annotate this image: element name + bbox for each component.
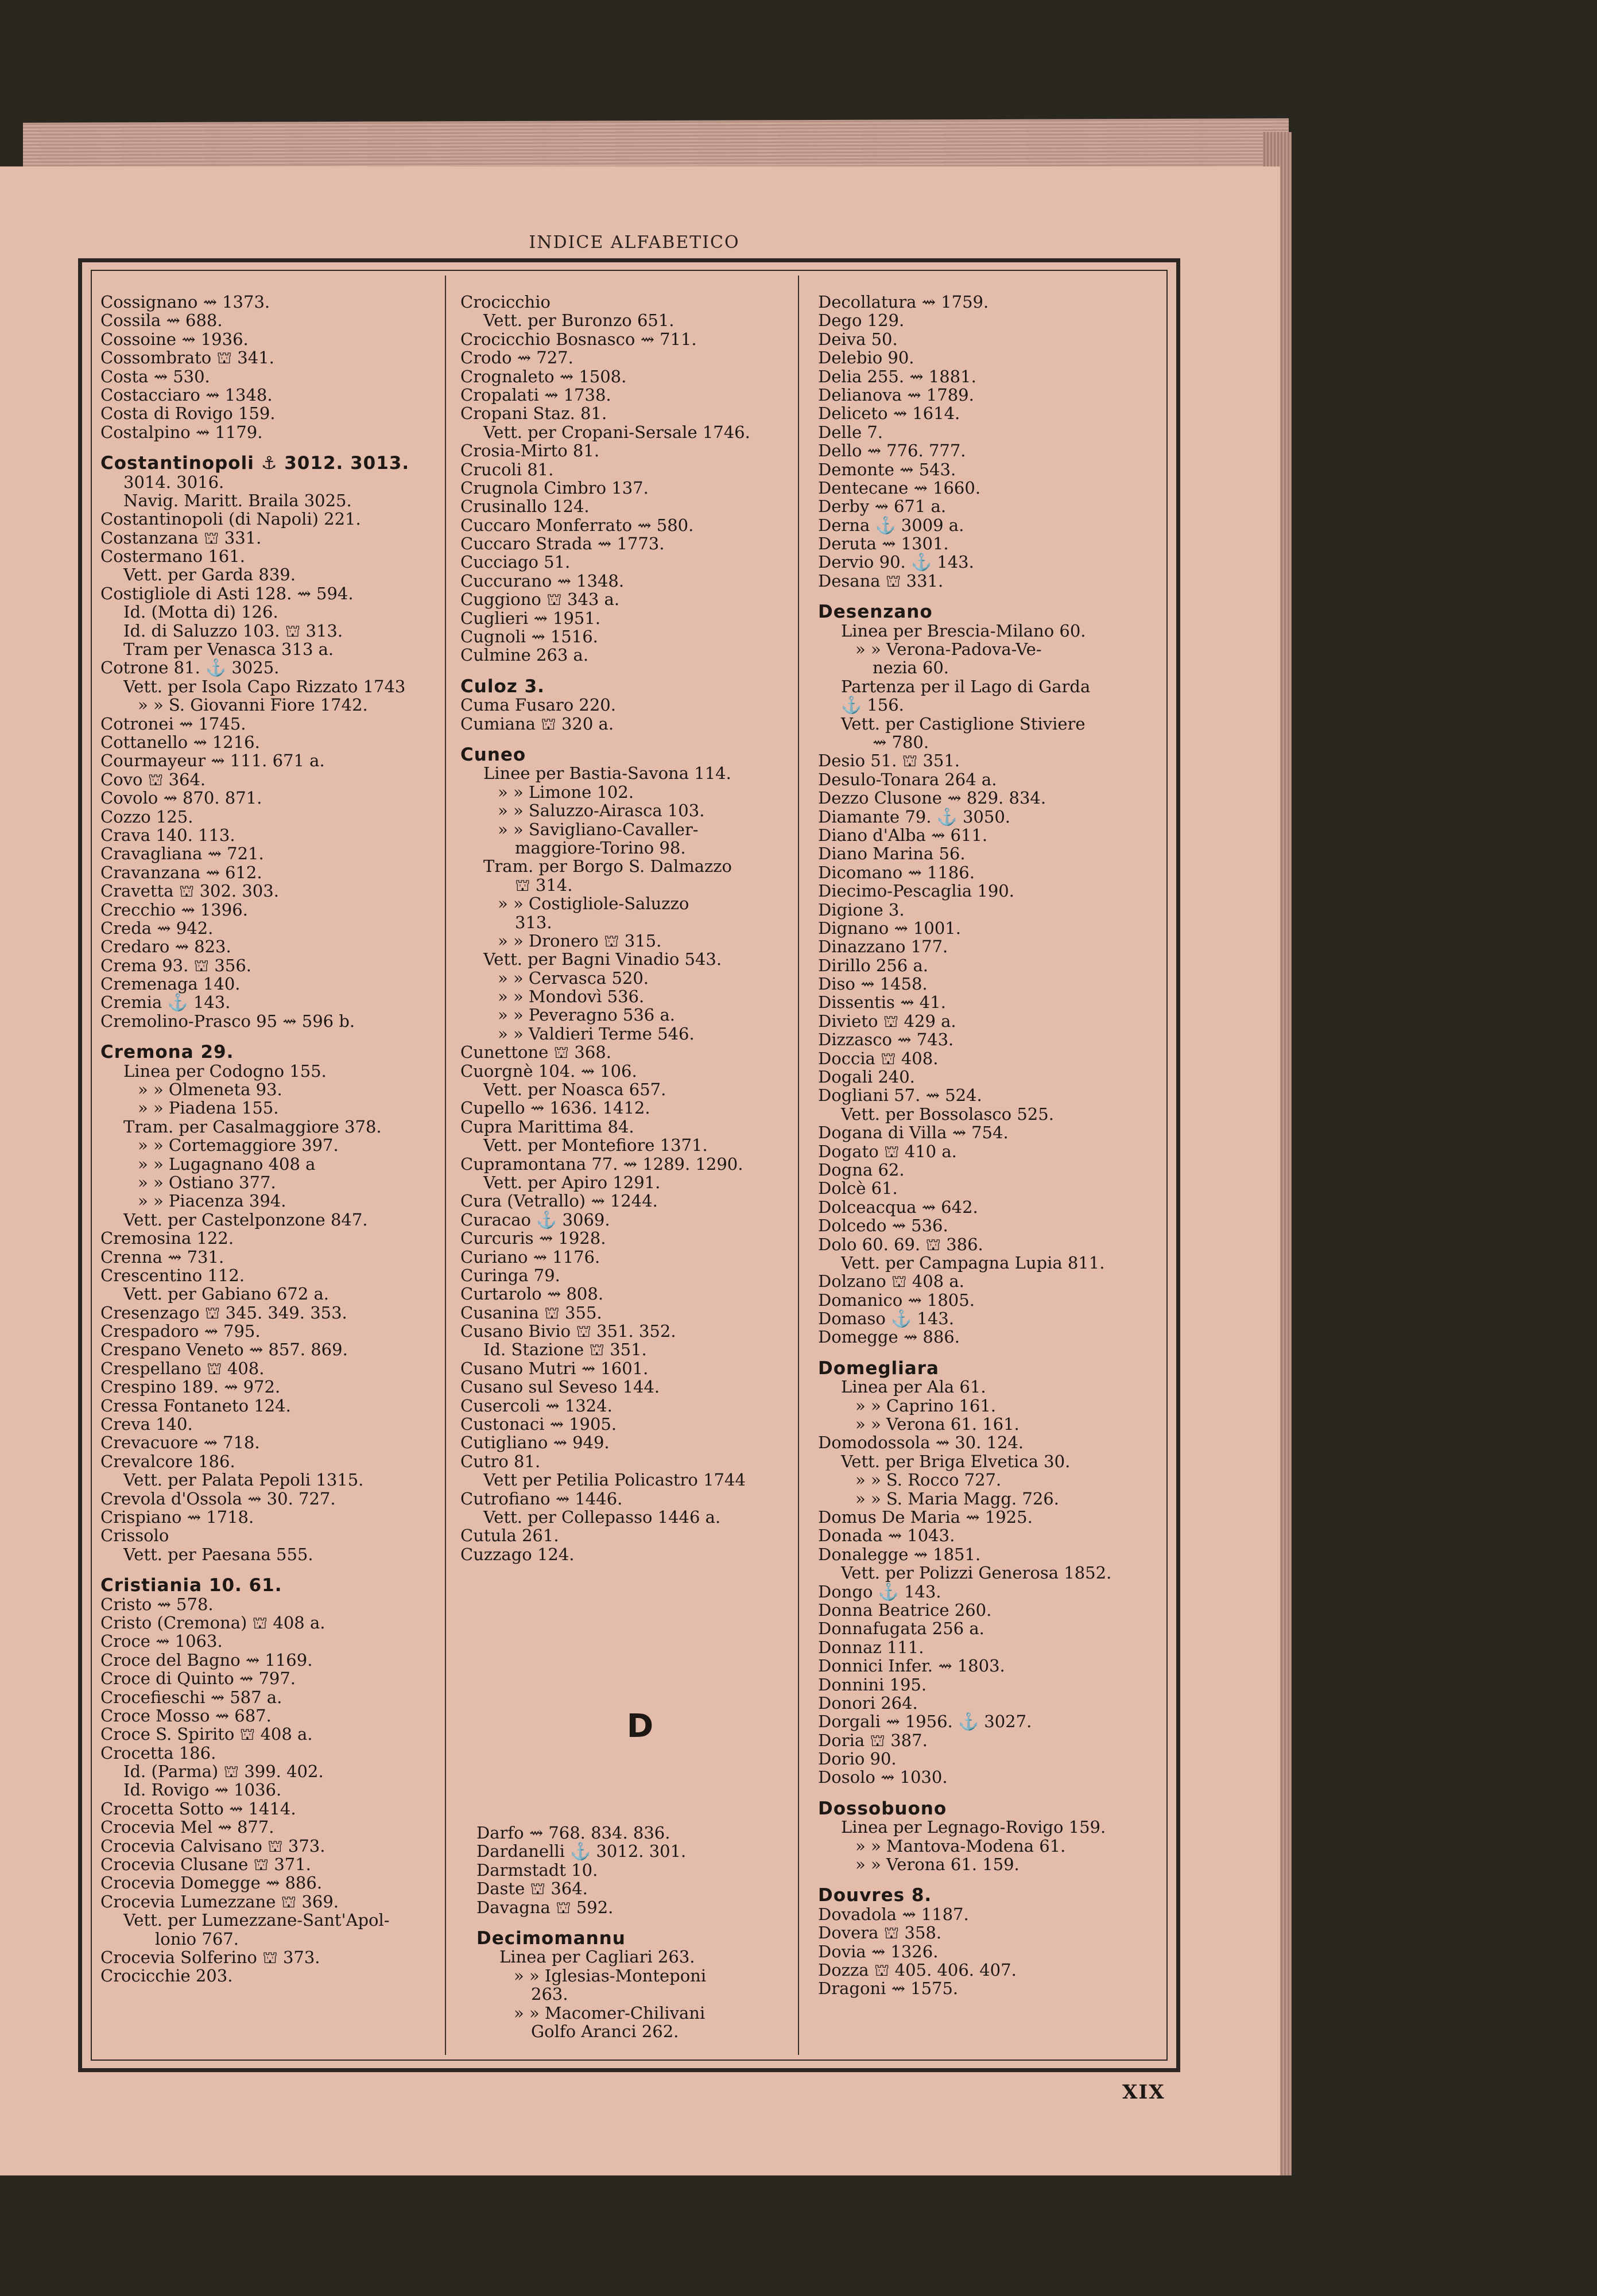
index-entry: Cossignano ⇝ 1373. xyxy=(100,292,270,312)
index-entry: Deiva 50. xyxy=(818,329,898,349)
index-entry: Demonte ⇝ 543. xyxy=(818,459,956,479)
index-entry: Cupra Marittima 84. xyxy=(460,1116,634,1137)
index-entry: Vett. per Montefiore 1371. xyxy=(483,1135,708,1155)
index-entry: Cuglieri ⇝ 1951. xyxy=(460,608,601,628)
index-entry: Tram per Venasca 313 a. xyxy=(123,639,334,660)
index-entry: Donnici Infer. ⇝ 1803. xyxy=(818,1656,1005,1676)
index-entry: Linea per Legnago-Rovigo 159. xyxy=(841,1817,1106,1837)
index-entry: » » Iglesias-Monteponi xyxy=(514,1965,707,1985)
index-entry: Dizzasco ⇝ 743. xyxy=(818,1030,954,1050)
index-entry: Crissolo xyxy=(100,1526,169,1546)
index-heading: Decimomannu xyxy=(476,1927,626,1949)
index-entry: Dissentis ⇝ 41. xyxy=(818,992,946,1013)
page-number: XIX xyxy=(1122,2081,1165,2104)
index-column-2 xyxy=(460,293,805,1564)
index-entry: Dinazzano 177. xyxy=(818,937,948,957)
index-entry: Vett. per Apiro 1291. xyxy=(483,1172,661,1192)
index-entry: Vett. per Garda 839. xyxy=(123,565,296,585)
index-entry: Delianova ⇝ 1789. xyxy=(818,385,974,405)
index-entry: Crescentino 112. xyxy=(100,1265,245,1285)
index-entry: Dongo ⚓ 143. xyxy=(818,1581,941,1601)
index-entry: Dello ⇝ 776. 777. xyxy=(818,441,966,461)
index-entry: Linea per Ala 61. xyxy=(841,1377,986,1397)
index-entry: » » Mantova-Modena 61. xyxy=(855,1836,1066,1856)
index-entry: Vett. per Campagna Lupia 811. xyxy=(841,1252,1105,1273)
index-entry: Crocevia Clusane ⛫ 371. xyxy=(100,1855,311,1875)
index-entry: Dignano ⇝ 1001. xyxy=(818,918,961,938)
index-entry: Linea per Codogno 155. xyxy=(123,1061,327,1081)
index-entry: Darfo ⇝ 768. 834. 836. xyxy=(476,1823,670,1843)
index-entry: Curtarolo ⇝ 808. xyxy=(460,1284,604,1304)
index-entry: Crocevia Calvisano ⛫ 373. xyxy=(100,1836,325,1856)
index-column-1 xyxy=(100,293,445,1985)
index-entry: Crugnola Cimbro 137. xyxy=(460,478,649,498)
index-entry: Cutigliano ⇝ 949. xyxy=(460,1433,610,1453)
index-entry: Cumiana ⛫ 320 a. xyxy=(460,713,614,734)
index-entry: Covo ⛫ 364. xyxy=(100,769,206,789)
index-entry: nezia 60. xyxy=(873,658,949,678)
index-entry: Cossoine ⇝ 1936. xyxy=(100,329,249,349)
column-divider xyxy=(445,276,446,2055)
index-entry: Diano d'Alba ⇝ 611. xyxy=(818,825,988,845)
index-entry: Dorgali ⇝ 1956. ⚓ 3027. xyxy=(818,1712,1032,1732)
index-entry: » » S. Maria Magg. 726. xyxy=(855,1488,1059,1508)
index-heading: Cuneo xyxy=(460,744,526,765)
index-entry: Derna ⚓ 3009 a. xyxy=(818,515,964,535)
index-entry: Creva 140. xyxy=(100,1414,193,1434)
index-entry: Credaro ⇝ 823. xyxy=(100,937,231,957)
index-entry: » » Costigliole-Saluzzo xyxy=(498,894,689,914)
index-entry: » » Saluzzo-Airasca 103. xyxy=(498,801,705,821)
index-entry: Costa ⇝ 530. xyxy=(100,366,210,386)
index-entry: lonio 767. xyxy=(155,1929,239,1949)
index-entry: Domus De Maria ⇝ 1925. xyxy=(818,1507,1033,1527)
index-entry: Dervio 90. ⚓ 143. xyxy=(818,552,974,572)
index-entry: Desulo-Tonara 264 a. xyxy=(818,769,997,789)
index-entry: Vett. per Palata Pepoli 1315. xyxy=(123,1470,364,1490)
index-entry: Dogato ⛫ 410 a. xyxy=(818,1141,957,1161)
index-entry: Crodo ⇝ 727. xyxy=(460,348,573,368)
index-entry: Vett. per Buronzo 651. xyxy=(483,311,675,331)
index-entry: Crenna ⇝ 731. xyxy=(100,1247,224,1267)
index-entry: Crocicchie 203. xyxy=(100,1966,233,1986)
index-entry: Cugnoli ⇝ 1516. xyxy=(460,627,598,647)
index-entry: Croce di Quinto ⇝ 797. xyxy=(100,1669,296,1689)
index-entry: Cravetta ⛫ 302. 303. xyxy=(100,881,279,901)
index-entry: Croce Mosso ⇝ 687. xyxy=(100,1705,272,1725)
index-entry: Crocevia Domegge ⇝ 886. xyxy=(100,1873,323,1893)
index-entry: Linee per Bastia-Savona 114. xyxy=(483,763,731,784)
index-entry: Donnaz 111. xyxy=(818,1637,924,1657)
index-entry: Cuccurano ⇝ 1348. xyxy=(460,571,625,591)
index-entry: Darmstadt 10. xyxy=(476,1860,598,1880)
index-heading: Cremona 29. xyxy=(100,1042,234,1063)
index-entry: Id. (Parma) ⛫ 399. 402. xyxy=(123,1762,324,1782)
index-entry: Crocevia Mel ⇝ 877. xyxy=(100,1817,274,1837)
index-entry: Vett. per Lumezzane-Sant'Apol- xyxy=(123,1910,390,1930)
index-entry: Derby ⇝ 671 a. xyxy=(818,497,947,517)
index-entry: Crema 93. ⛫ 356. xyxy=(100,955,251,975)
index-entry: Curacao ⚓ 3069. xyxy=(460,1209,610,1230)
index-entry: Dorio 90. xyxy=(818,1749,897,1769)
index-entry: Domodossola ⇝ 30. 124. xyxy=(818,1433,1024,1453)
index-entry: Vett. per Castelponzone 847. xyxy=(123,1209,368,1230)
index-entry: Dolceacqua ⇝ 642. xyxy=(818,1197,978,1217)
index-entry: Crespano Veneto ⇝ 857. 869. xyxy=(100,1340,348,1360)
index-entry: Delle 7. xyxy=(818,422,883,442)
index-entry: Dovia ⇝ 1326. xyxy=(818,1941,939,1961)
index-entry: Crespino 189. ⇝ 972. xyxy=(100,1377,281,1397)
index-entry: Cossombrato ⛫ 341. xyxy=(100,348,274,368)
index-entry: Divieto ⛫ 429 a. xyxy=(818,1011,956,1031)
index-entry: Croce ⇝ 1063. xyxy=(100,1631,223,1651)
index-entry: Cropani Staz. 81. xyxy=(460,404,607,424)
index-entry: Cuccaro Monferrato ⇝ 580. xyxy=(460,515,694,535)
index-entry: Crocetta 186. xyxy=(100,1743,216,1763)
index-entry: Doccia ⛫ 408. xyxy=(818,1048,939,1068)
index-entry: » » Savigliano-Cavaller- xyxy=(498,819,699,839)
index-entry: Cunettone ⛫ 368. xyxy=(460,1042,611,1062)
index-heading: Culoz 3. xyxy=(460,676,545,697)
index-entry: Donalegge ⇝ 1851. xyxy=(818,1544,981,1564)
index-entry: » » Lugagnano 408 a xyxy=(138,1154,316,1174)
index-entry: » » S. Giovanni Fiore 1742. xyxy=(138,695,368,715)
index-entry: Tram. per Borgo S. Dalmazzo xyxy=(483,856,732,876)
index-entry: Dozza ⛫ 405. 406. 407. xyxy=(818,1960,1017,1980)
index-entry: Cupello ⇝ 1636. 1412. xyxy=(460,1098,650,1118)
index-entry: Deliceto ⇝ 1614. xyxy=(818,404,960,424)
index-entry: Daste ⛫ 364. xyxy=(476,1879,588,1899)
index-entry: Cusano sul Seveso 144. xyxy=(460,1377,660,1397)
index-entry: Cutula 261. xyxy=(460,1526,559,1546)
index-entry: Cremolino-Prasco 95 ⇝ 596 b. xyxy=(100,1011,355,1031)
index-entry: Custonaci ⇝ 1905. xyxy=(460,1414,617,1434)
index-entry: » » Ostiano 377. xyxy=(138,1172,276,1192)
index-entry: » » Verona 61. 159. xyxy=(855,1855,1020,1875)
index-entry: Cusercoli ⇝ 1324. xyxy=(460,1395,613,1415)
index-entry: Cresenzago ⛫ 345. 349. 353. xyxy=(100,1302,347,1322)
index-entry: Cura (Vetrallo) ⇝ 1244. xyxy=(460,1191,658,1211)
index-entry: Costacciaro ⇝ 1348. xyxy=(100,385,273,405)
index-entry: Cremia ⚓ 143. xyxy=(100,992,231,1013)
index-entry: Crevalcore 186. xyxy=(100,1451,235,1471)
index-entry: Vett. per Cropani-Sersale 1746. xyxy=(483,422,750,442)
index-entry: Crocicchio Bosnasco ⇝ 711. xyxy=(460,329,697,349)
index-entry: Dirillo 256 a. xyxy=(818,955,928,975)
index-entry: Cressa Fontaneto 124. xyxy=(100,1395,291,1415)
index-entry: Deruta ⇝ 1301. xyxy=(818,534,949,554)
index-entry: Diano Marina 56. xyxy=(818,844,966,864)
index-entry: » » Dronero ⛫ 315. xyxy=(498,930,662,951)
index-entry: » » Caprino 161. xyxy=(855,1395,997,1415)
index-entry: Dezzo Clusone ⇝ 829. 834. xyxy=(818,788,1046,808)
index-entry: Dosolo ⇝ 1030. xyxy=(818,1767,948,1787)
index-entry: Curinga 79. xyxy=(460,1265,560,1285)
index-entry: Domanico ⇝ 1805. xyxy=(818,1290,975,1310)
index-entry: Vett. per Briga Elvetica 30. xyxy=(841,1451,1071,1471)
index-entry: » » Olmeneta 93. xyxy=(138,1080,282,1100)
index-entry: Cuggiono ⛫ 343 a. xyxy=(460,589,620,610)
index-entry: Cristo (Cremona) ⛫ 408 a. xyxy=(100,1612,325,1632)
index-entry: Croce del Bagno ⇝ 1169. xyxy=(100,1650,313,1670)
index-entry: Cutro 81. xyxy=(460,1451,541,1471)
index-entry: Cremenaga 140. xyxy=(100,974,241,994)
index-entry: Vett. per Castiglione Stiviere xyxy=(841,713,1086,734)
index-entry: Navig. Maritt. Braila 3025. xyxy=(123,490,352,510)
index-entry: » » Piacenza 394. xyxy=(138,1191,286,1211)
index-entry: Tram. per Casalmaggiore 378. xyxy=(123,1116,382,1137)
index-entry: Curcuris ⇝ 1928. xyxy=(460,1228,606,1248)
index-entry: Crocicchio xyxy=(460,292,551,312)
index-entry: Cusanina ⛫ 355. xyxy=(460,1302,602,1322)
index-entry: » » Verona 61. 161. xyxy=(855,1414,1020,1434)
index-entry: Dolo 60. 69. ⛫ 386. xyxy=(818,1234,983,1254)
index-entry: » » Piadena 155. xyxy=(138,1098,279,1118)
index-entry: Crocetta Sotto ⇝ 1414. xyxy=(100,1798,296,1818)
index-entry: Desana ⛫ 331. xyxy=(818,571,944,591)
index-entry: Crespellano ⛫ 408. xyxy=(100,1358,265,1378)
index-entry: Crocevia Solferino ⛫ 373. xyxy=(100,1947,320,1967)
index-heading: Dossobuono xyxy=(818,1798,947,1819)
index-entry: Vett. per Bagni Vinadio 543. xyxy=(483,949,722,969)
index-entry: Costigliole di Asti 128. ⇝ 594. xyxy=(100,583,354,603)
index-entry: Linea per Cagliari 263. xyxy=(499,1947,695,1967)
index-entry: Cravagliana ⇝ 721. xyxy=(100,844,264,864)
index-entry: Culmine 263 a. xyxy=(460,645,589,665)
index-entry: Domaso ⚓ 143. xyxy=(818,1309,954,1329)
index-entry: » » Macomer-Chilivani xyxy=(514,2003,706,2023)
index-entry: Costermano 161. xyxy=(100,546,245,567)
index-entry: Crava 140. 113. xyxy=(100,825,235,845)
index-entry: Cuccaro Strada ⇝ 1773. xyxy=(460,534,665,554)
index-entry: Crucoli 81. xyxy=(460,459,554,479)
index-entry: » » Cervasca 520. xyxy=(498,968,649,988)
index-entry: Id. di Saluzzo 103. ⛫ 313. xyxy=(123,620,343,641)
index-entry: Cuzzago 124. xyxy=(460,1544,575,1564)
index-entry: Crevola d'Ossola ⇝ 30. 727. xyxy=(100,1488,336,1508)
index-entry: Costantinopoli (di Napoli) 221. xyxy=(100,509,361,529)
index-entry: Diso ⇝ 1458. xyxy=(818,974,928,994)
index-entry: Linea per Brescia-Milano 60. xyxy=(841,620,1086,641)
index-entry: Cusano Mutri ⇝ 1601. xyxy=(460,1358,649,1378)
index-entry: Dogna 62. xyxy=(818,1159,905,1180)
index-entry: Vett. per Gabiano 672 a. xyxy=(123,1284,330,1304)
index-entry: maggiore-Torino 98. xyxy=(515,837,686,858)
index-entry: ⛫ 314. xyxy=(515,875,573,895)
index-entry: Domegge ⇝ 886. xyxy=(818,1327,960,1347)
index-entry: Id. Stazione ⛫ 351. xyxy=(483,1340,647,1360)
index-entry: Costa di Rovigo 159. xyxy=(100,404,276,424)
index-entry: Cristo ⇝ 578. xyxy=(100,1594,214,1614)
index-entry: Cotronei ⇝ 1745. xyxy=(100,713,246,734)
section-letter: D xyxy=(626,1708,654,1745)
index-entry: Creda ⇝ 942. xyxy=(100,918,214,938)
index-entry: Donada ⇝ 1043. xyxy=(818,1526,955,1546)
index-entry: Cossila ⇝ 688. xyxy=(100,311,223,331)
index-entry: Vett per Petilia Policastro 1744 xyxy=(483,1470,746,1490)
index-entry: Cravanzana ⇝ 612. xyxy=(100,862,262,882)
index-entry: Cupramontana 77. ⇝ 1289. 1290. xyxy=(460,1154,743,1174)
index-entry: Delia 255. ⇝ 1881. xyxy=(818,366,976,386)
index-entry: Vett. per Collepasso 1446 a. xyxy=(483,1507,721,1527)
index-entry: Vett. per Isola Capo Rizzato 1743 xyxy=(123,676,406,696)
index-entry: Donori 264. xyxy=(818,1693,918,1713)
index-entry: » » Limone 102. xyxy=(498,782,634,802)
index-entry: Crevacuore ⇝ 718. xyxy=(100,1433,260,1453)
index-entry: Dovadola ⇝ 1187. xyxy=(818,1904,969,1924)
index-entry: Desio 51. ⛫ 351. xyxy=(818,751,960,771)
index-entry: Vett. per Paesana 555. xyxy=(123,1544,313,1564)
index-entry: » » Valdieri Terme 546. xyxy=(498,1023,695,1044)
index-entry: Dolcè 61. xyxy=(818,1178,898,1199)
index-entry: Delebio 90. xyxy=(818,348,914,368)
index-entry: Costalpino ⇝ 1179. xyxy=(100,422,263,442)
index-heading: Desenzano xyxy=(818,602,933,623)
index-heading: Cristiania 10. 61. xyxy=(100,1575,282,1596)
index-entry: Cozzo 125. xyxy=(100,806,193,827)
index-entry: Dogana di Villa ⇝ 754. xyxy=(818,1123,1009,1143)
index-entry: Cropalati ⇝ 1738. xyxy=(460,385,611,405)
index-entry: » » S. Rocco 727. xyxy=(855,1470,1002,1490)
index-entry: Golfo Aranci 262. xyxy=(531,2021,679,2041)
index-entry: Dego 129. xyxy=(818,311,905,331)
index-entry: Cucciago 51. xyxy=(460,552,571,572)
index-entry: » » Peveragno 536 a. xyxy=(498,1005,675,1025)
index-entry: Dolzano ⛫ 408 a. xyxy=(818,1271,964,1292)
index-entry: Croce S. Spirito ⛫ 408 a. xyxy=(100,1724,313,1744)
index-entry: Crispiano ⇝ 1718. xyxy=(100,1507,254,1527)
index-entry: Cotrone 81. ⚓ 3025. xyxy=(100,658,280,678)
index-entry: Cuorgnè 104. ⇝ 106. xyxy=(460,1061,637,1081)
index-entry: Id. Rovigo ⇝ 1036. xyxy=(123,1780,282,1800)
index-entry: Vett. per Bossolasco 525. xyxy=(841,1104,1054,1124)
index-entry: Costanzana ⛫ 331. xyxy=(100,528,262,548)
index-entry: ⚓ 156. xyxy=(841,695,904,715)
index-entry: Crusinallo 124. xyxy=(460,497,590,517)
index-entry: Dogliani 57. ⇝ 524. xyxy=(818,1085,982,1106)
index-column-3 xyxy=(818,293,1162,1998)
index-entry: » » Mondovì 536. xyxy=(498,987,645,1007)
index-entry: Cremosina 122. xyxy=(100,1228,234,1248)
index-entry: Crespadoro ⇝ 795. xyxy=(100,1321,261,1341)
index-entry: Digione 3. xyxy=(818,899,905,920)
index-entry: Id. (Motta di) 126. xyxy=(123,602,278,622)
index-entry: Crocefieschi ⇝ 587 a. xyxy=(100,1687,282,1707)
index-section-d xyxy=(476,1824,821,2041)
index-entry: 313. xyxy=(515,912,552,932)
index-heading: Douvres 8. xyxy=(818,1885,932,1906)
index-entry: Courmayeur ⇝ 111. 671 a. xyxy=(100,751,325,771)
index-entry: Partenza per il Lago di Garda xyxy=(841,676,1091,696)
index-entry: Covolo ⇝ 870. 871. xyxy=(100,788,262,808)
index-entry: Doria ⛫ 387. xyxy=(818,1730,928,1750)
index-entry: 263. xyxy=(531,1984,568,2004)
index-entry: Dolcedo ⇝ 536. xyxy=(818,1216,948,1236)
index-entry: Cusano Bivio ⛫ 351. 352. xyxy=(460,1321,676,1341)
index-entry: Cuma Fusaro 220. xyxy=(460,695,616,715)
index-entry: Decollatura ⇝ 1759. xyxy=(818,292,989,312)
index-entry: Diamante 79. ⚓ 3050. xyxy=(818,806,1011,827)
index-entry: 3014. 3016. xyxy=(123,472,224,492)
index-entry: Crecchio ⇝ 1396. xyxy=(100,899,248,920)
index-heading: Costantinopoli ⚓ 3012. 3013. xyxy=(100,453,410,474)
index-entry: Dovera ⛫ 358. xyxy=(818,1923,942,1943)
index-entry: Curiano ⇝ 1176. xyxy=(460,1247,600,1267)
index-entry: » » Cortemaggiore 397. xyxy=(138,1135,339,1155)
index-entry: Dragoni ⇝ 1575. xyxy=(818,1979,959,1999)
index-entry: Dentecane ⇝ 1660. xyxy=(818,478,981,498)
index-entry: Davagna ⛫ 592. xyxy=(476,1897,614,1917)
index-entry: ⇝ 780. xyxy=(873,732,929,752)
index-entry: Dardanelli ⚓ 3012. 301. xyxy=(476,1841,687,1861)
index-entry: » » Verona-Padova-Ve- xyxy=(855,639,1042,660)
index-entry: Donnini 195. xyxy=(818,1674,927,1694)
index-entry: Dicomano ⇝ 1186. xyxy=(818,862,975,882)
index-entry: Donna Beatrice 260. xyxy=(818,1600,992,1620)
page-title: INDICE ALFABETICO xyxy=(529,232,740,253)
index-entry: Vett. per Polizzi Generosa 1852. xyxy=(841,1563,1112,1583)
index-entry: Donnafugata 256 a. xyxy=(818,1619,984,1639)
index-entry: Diecimo-Pescaglia 190. xyxy=(818,881,1014,901)
index-entry: Dogali 240. xyxy=(818,1067,915,1087)
index-entry: Crocevia Lumezzane ⛫ 369. xyxy=(100,1891,339,1911)
index-entry: Cutrofiano ⇝ 1446. xyxy=(460,1488,623,1508)
index-entry: Vett. per Noasca 657. xyxy=(483,1080,666,1100)
index-entry: Crosia-Mirto 81. xyxy=(460,441,600,461)
index-entry: Cottanello ⇝ 1216. xyxy=(100,732,260,752)
index-entry: Crognaleto ⇝ 1508. xyxy=(460,366,627,386)
index-heading: Domegliara xyxy=(818,1358,939,1379)
